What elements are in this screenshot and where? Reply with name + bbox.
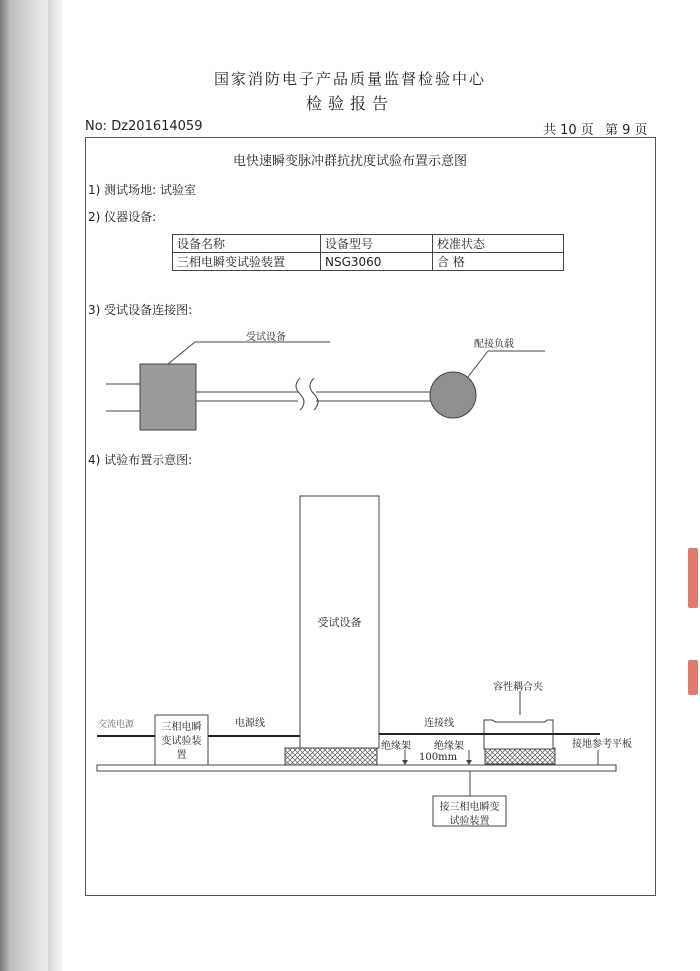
insulation-stand-label: 绝缘架 (434, 741, 464, 752)
doc-type: 检验报告 (305, 94, 394, 113)
table-cell: 三相电瞬变试验装置 (173, 253, 321, 271)
item-instruments: 2) 仪器设备: (88, 210, 157, 224)
power-line-label: 电源线 (235, 718, 265, 729)
center-name: 国家消防电子产品质量监督检验中心 (213, 70, 486, 88)
table-header-cell: 设备名称 (173, 235, 321, 253)
ground-reference-plane (97, 765, 616, 771)
ground-connection-label-2: 试验装置 (449, 816, 490, 827)
table-header-cell: 校准状态 (433, 235, 564, 253)
generator-label-1: 三相电瞬 (161, 722, 202, 733)
item-test-site: 1) 测试场地: 试验室 (88, 183, 196, 197)
table-cell: 合 格 (433, 253, 564, 271)
load-label: 配接负载 (474, 339, 514, 350)
eut-label: 受试设备 (246, 332, 286, 343)
ground-connection-label-1: 接三相电瞬变 (439, 802, 500, 813)
generator-label-2: 变试验装 (161, 736, 202, 747)
stand-height-arrowhead (466, 760, 472, 765)
table-cell: NSG3060 (321, 253, 433, 271)
insulation-stand-base (485, 748, 555, 764)
table-header-cell: 设备型号 (321, 235, 433, 253)
page-number: 第 9 页 (605, 123, 648, 138)
clamp-label: 容性耦合夹 (493, 682, 543, 693)
stand-height-arrowhead (402, 760, 408, 765)
eut-cabinet-label: 受试设备 (317, 616, 362, 629)
ground-plane-label: 接地参考平板 (572, 739, 632, 750)
insulation-stand-label: 绝缘架 (381, 741, 411, 752)
report-number: No: Dz201614059 (85, 119, 203, 134)
connecting-line-label: 连接线 (424, 718, 454, 729)
item-layout: 4) 试验布置示意图: (88, 453, 193, 467)
insulation-stand-base (285, 748, 377, 765)
total-pages: 共 10 页 (543, 123, 594, 138)
generator-label-3: 置 (176, 750, 187, 761)
item-connection: 3) 受试设备连接图: (88, 303, 193, 317)
ac-power-label: 交流电源 (98, 720, 135, 730)
distance-label: 100mm (419, 752, 458, 763)
section-title: 电快速瞬变脉冲群抗扰度试验布置示意图 (232, 154, 467, 169)
